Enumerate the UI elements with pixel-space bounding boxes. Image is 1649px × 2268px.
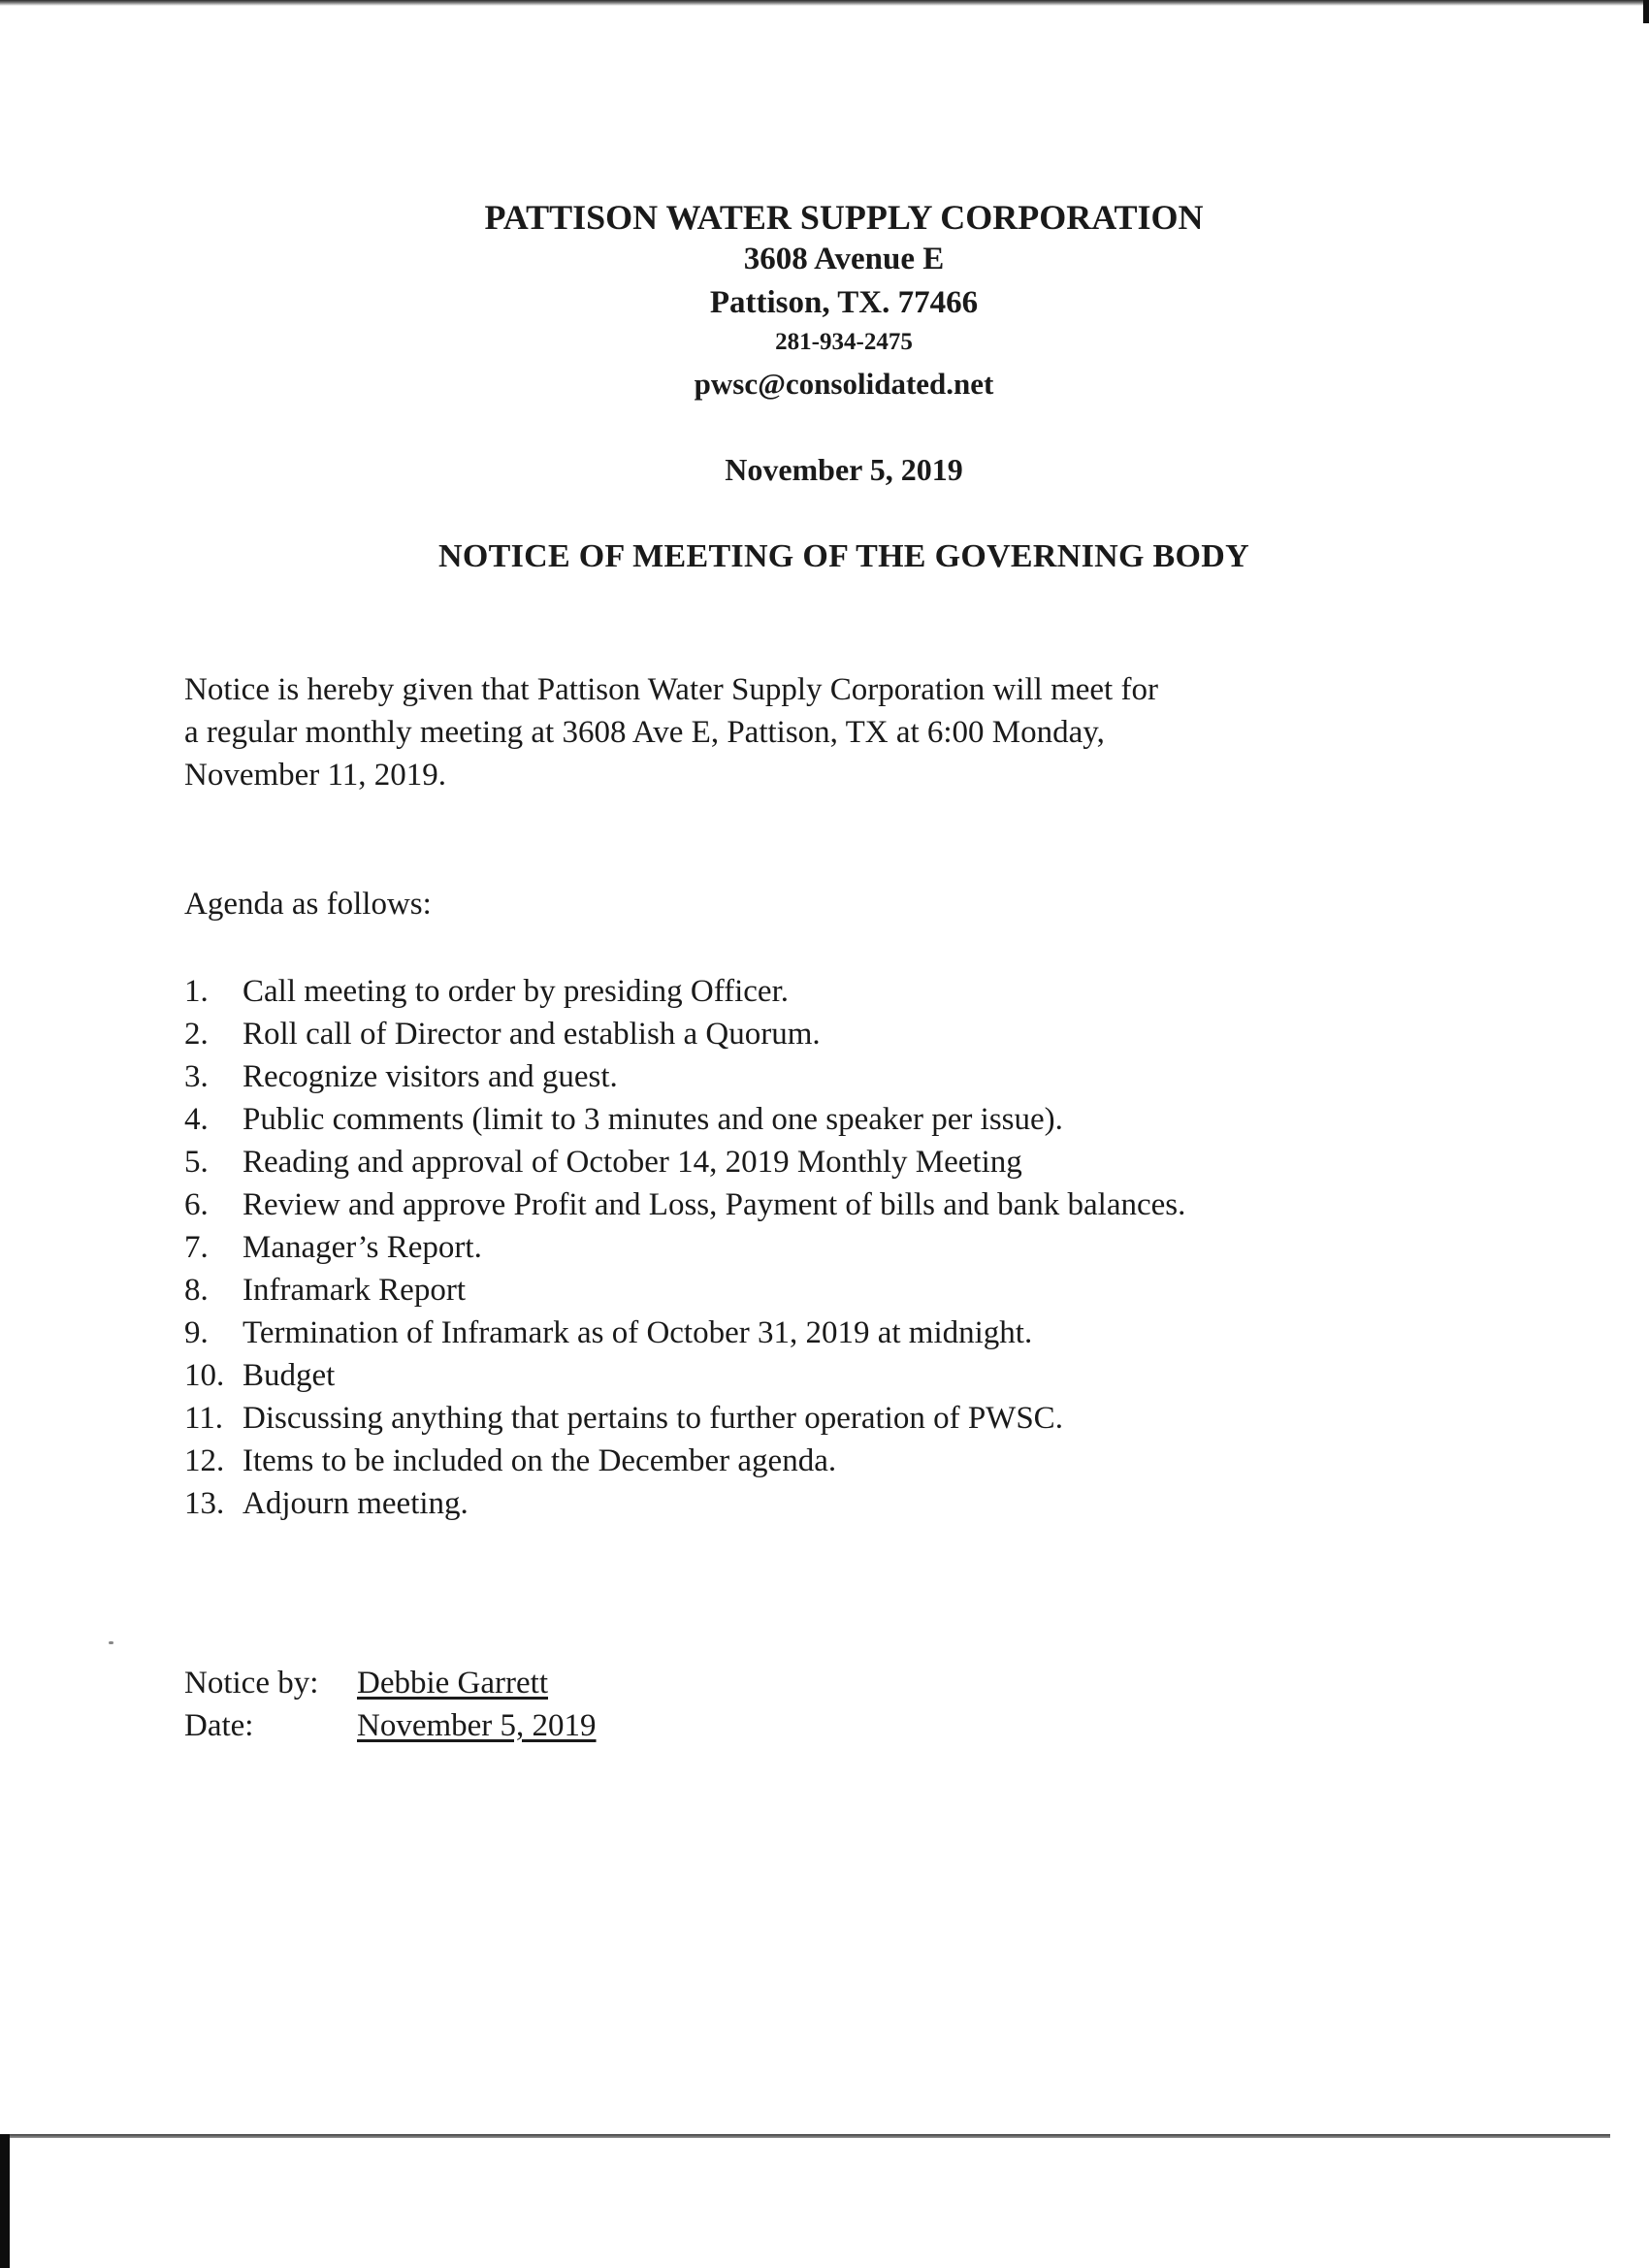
agenda-item (184, 1440, 1465, 1482)
agenda-item-number: 4. (184, 1102, 209, 1137)
agenda-item-text: Budget (242, 1358, 336, 1393)
agenda-item (184, 1226, 1465, 1269)
agenda-item-text: Adjourn meeting. (242, 1486, 469, 1521)
notice-line: a regular monthly meeting at 3608 Ave E, Pattison, TX at 6:00 Monday, (184, 715, 1105, 750)
scan-right-edge (1643, 0, 1649, 23)
date-value: November 5, 2019 (357, 1708, 597, 1743)
agenda-item (184, 970, 1465, 1013)
notice-line: November 11, 2019. (184, 758, 447, 793)
agenda-item-number: 2. (184, 1017, 209, 1052)
agenda-item-text: Inframark Report (242, 1273, 466, 1308)
agenda-item-number: 10. (184, 1358, 225, 1393)
agenda-item (184, 1098, 1465, 1141)
agenda-item-number: 7. (184, 1230, 209, 1265)
agenda-item-text: Termination of Inframark as of October 31, 2019 at midnight. (242, 1315, 1033, 1350)
agenda-item (184, 1354, 1465, 1397)
agenda-item-number: 6. (184, 1187, 209, 1222)
scan-bottom-line (0, 2134, 1610, 2138)
agenda-item (184, 1397, 1465, 1440)
agenda-item (184, 1269, 1465, 1312)
agenda-item-text: Call meeting to order by presiding Officer. (242, 974, 789, 1009)
agenda-item (184, 1482, 1465, 1525)
notice-by-row (184, 1662, 548, 1704)
agenda-intro: Agenda as follows: (184, 887, 432, 922)
agenda-item-text: Roll call of Director and establish a Quorum. (242, 1017, 821, 1052)
agenda-item-text: Reading and approval of October 14, 2019 Monthly Meeting (242, 1145, 1022, 1180)
agenda-item-number: 13. (184, 1486, 225, 1521)
agenda-item-number: 11. (184, 1401, 224, 1436)
city-state-zip: Pattison, TX. 77466 (709, 285, 979, 320)
scan-left-edge (0, 2134, 10, 2268)
notice-paragraph (184, 668, 1445, 796)
agenda-list (184, 970, 1465, 1525)
agenda-item (184, 1183, 1465, 1226)
date-label: Date: (184, 1708, 254, 1743)
email-address: pwsc@consolidated.net (694, 367, 994, 401)
notice-date: November 5, 2019 (725, 452, 963, 487)
agenda-item-number: 5. (184, 1145, 209, 1180)
agenda-item-text: Discussing anything that pertains to further operation of PWSC. (242, 1401, 1063, 1436)
agenda-item-number: 3. (184, 1059, 209, 1094)
agenda-item (184, 1141, 1465, 1183)
phone-number: 281-934-2475 (775, 329, 913, 355)
scan-speck (109, 1641, 113, 1644)
agenda-item (184, 1312, 1465, 1354)
agenda-item (184, 1013, 1465, 1055)
agenda-item (184, 1055, 1465, 1098)
agenda-item-text: Recognize visitors and guest. (242, 1059, 618, 1094)
agenda-item-number: 9. (184, 1315, 209, 1350)
agenda-item-number: 8. (184, 1273, 209, 1308)
agenda-item-text: Review and approve Profit and Loss, Payment of bills and bank balances. (242, 1187, 1186, 1222)
notice-line: Notice is hereby given that Pattison Water Supply Corporation will meet for (184, 672, 1158, 707)
scan-top-edge (0, 0, 1649, 6)
agenda-item-number: 12. (184, 1443, 225, 1478)
organization-name: PATTISON WATER SUPPLY CORPORATION (484, 198, 1204, 237)
agenda-item-text: Public comments (limit to 3 minutes and one speaker per issue). (242, 1102, 1063, 1137)
date-row (184, 1704, 597, 1747)
agenda-item-text: Manager’s Report. (242, 1230, 482, 1265)
agenda-item-text: Items to be included on the December agenda. (242, 1443, 837, 1478)
document-title: NOTICE OF MEETING OF THE GOVERNING BODY (438, 538, 1249, 574)
agenda-item-number: 1. (184, 974, 209, 1009)
notice-by-label: Notice by: (184, 1666, 319, 1701)
street-address: 3608 Avenue E (743, 242, 945, 276)
notice-by-name: Debbie Garrett (357, 1666, 548, 1701)
